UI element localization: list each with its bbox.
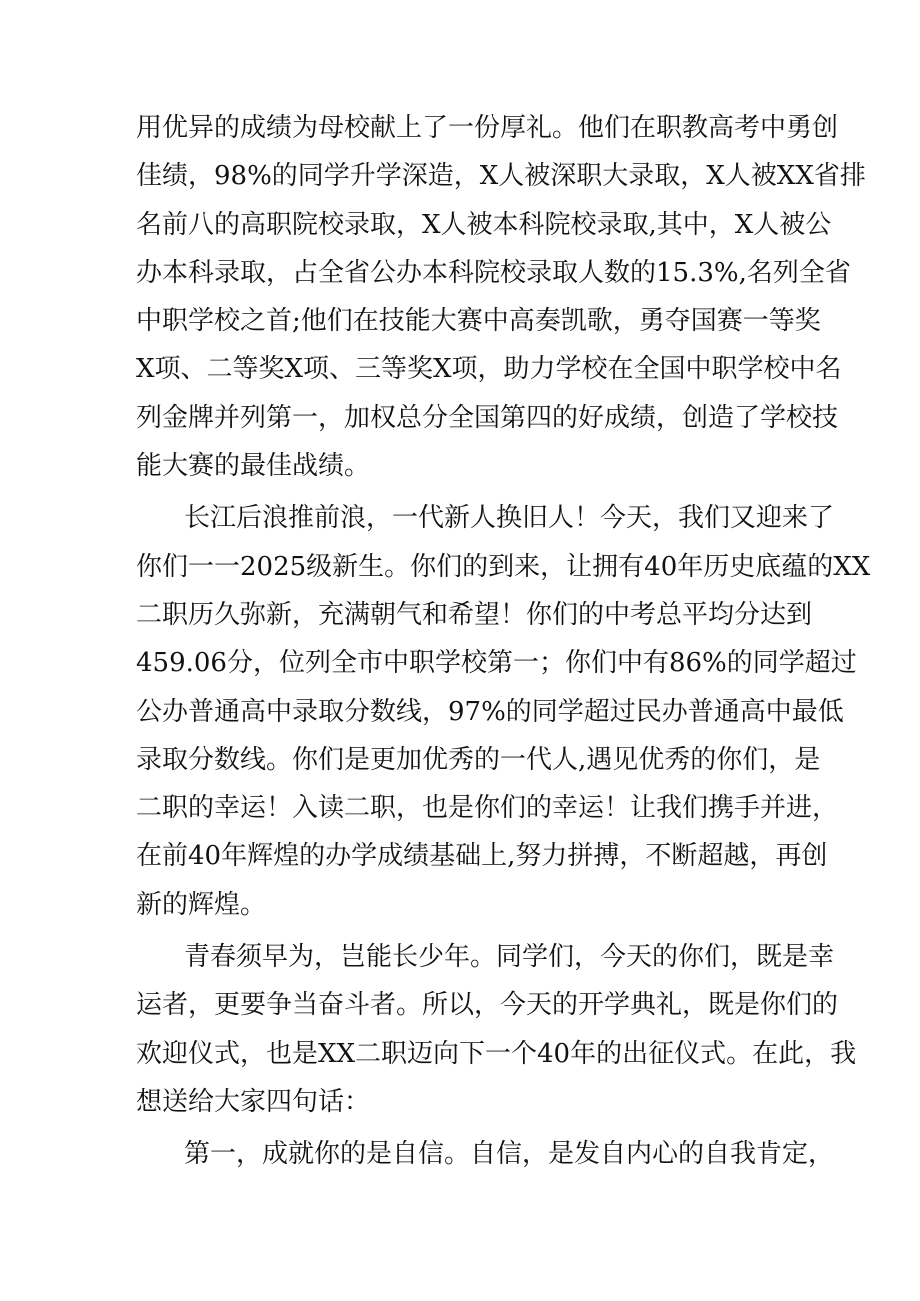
text-line: X项、二等奖X项、三等奖X项，助力学校在全国中职学校中名 [136, 354, 842, 385]
text-line: 长江后浪推前浪，一代新人换旧人！今天，我们又迎来了 [184, 503, 835, 534]
text-line: 列金牌并列第一，加权总分全国第四的好成绩，创造了学校技 [136, 402, 839, 433]
text-line: 在前40年辉煌的办学成绩基础上,努力拼搏，不断超越，再创 [136, 841, 828, 872]
text-line: 录取分数线。你们是更加优秀的一代人,遇见优秀的你们，是 [136, 744, 821, 775]
text-line: 能大赛的最佳战绩。 [136, 451, 371, 482]
body-text [136, 104, 871, 1179]
text-line: 佳绩，98%的同学升学深造，X人被深职大录取，X人被XX省排 [136, 161, 866, 192]
text-line: 二职历久弥新，充满朝气和希望！你们的中考总平均分达到 [136, 599, 813, 630]
text-line: 运者，更要争当奋斗者。所以，今天的开学典礼，既是你们的 [136, 990, 839, 1021]
text-line: 办本科录取，占全省公办本科院校录取人数的15.3%,名列全省 [136, 257, 851, 288]
text-line: 青春须早为，岂能长少年。同学们，今天的你们，既是幸 [184, 942, 835, 973]
paragraph-3 [136, 933, 857, 1126]
text-line: 第一，成就你的是自信。自信，是发自内心的自我肯定， [184, 1139, 835, 1170]
text-line: 你们一一2025级新生。你们的到来，让拥有40年历史底蕴的XX [136, 551, 871, 582]
paragraph-2 [136, 494, 871, 929]
text-line: 名前八的高职院校录取，X人被本科院校录取,其中，X人被公 [136, 209, 832, 240]
text-line: 中职学校之首;他们在技能大赛中高奏凯歌，勇夺国赛一等奖 [136, 306, 821, 337]
text-line: 公办普通高中录取分数线，97%的同学超过民办普通高中最低 [136, 696, 844, 727]
text-line: 用优异的成绩为母校献上了一份厚礼。他们在职教高考中勇创 [136, 113, 839, 143]
paragraph-4 [136, 1130, 835, 1178]
text-line: 二职的幸运！入读二职，也是你们的幸运！让我们携手并进， [136, 793, 839, 824]
text-line: 想送给大家四句话： [136, 1086, 371, 1117]
paragraph-1 [136, 104, 866, 490]
text-line: 新的辉煌。 [136, 889, 267, 920]
text-line: 欢迎仪式，也是XX二职迈向下一个40年的出征仪式。在此，我 [136, 1038, 857, 1069]
text-line: 459.06分，位列全市中职学校第一；你们中有86%的同学超过 [136, 648, 857, 679]
